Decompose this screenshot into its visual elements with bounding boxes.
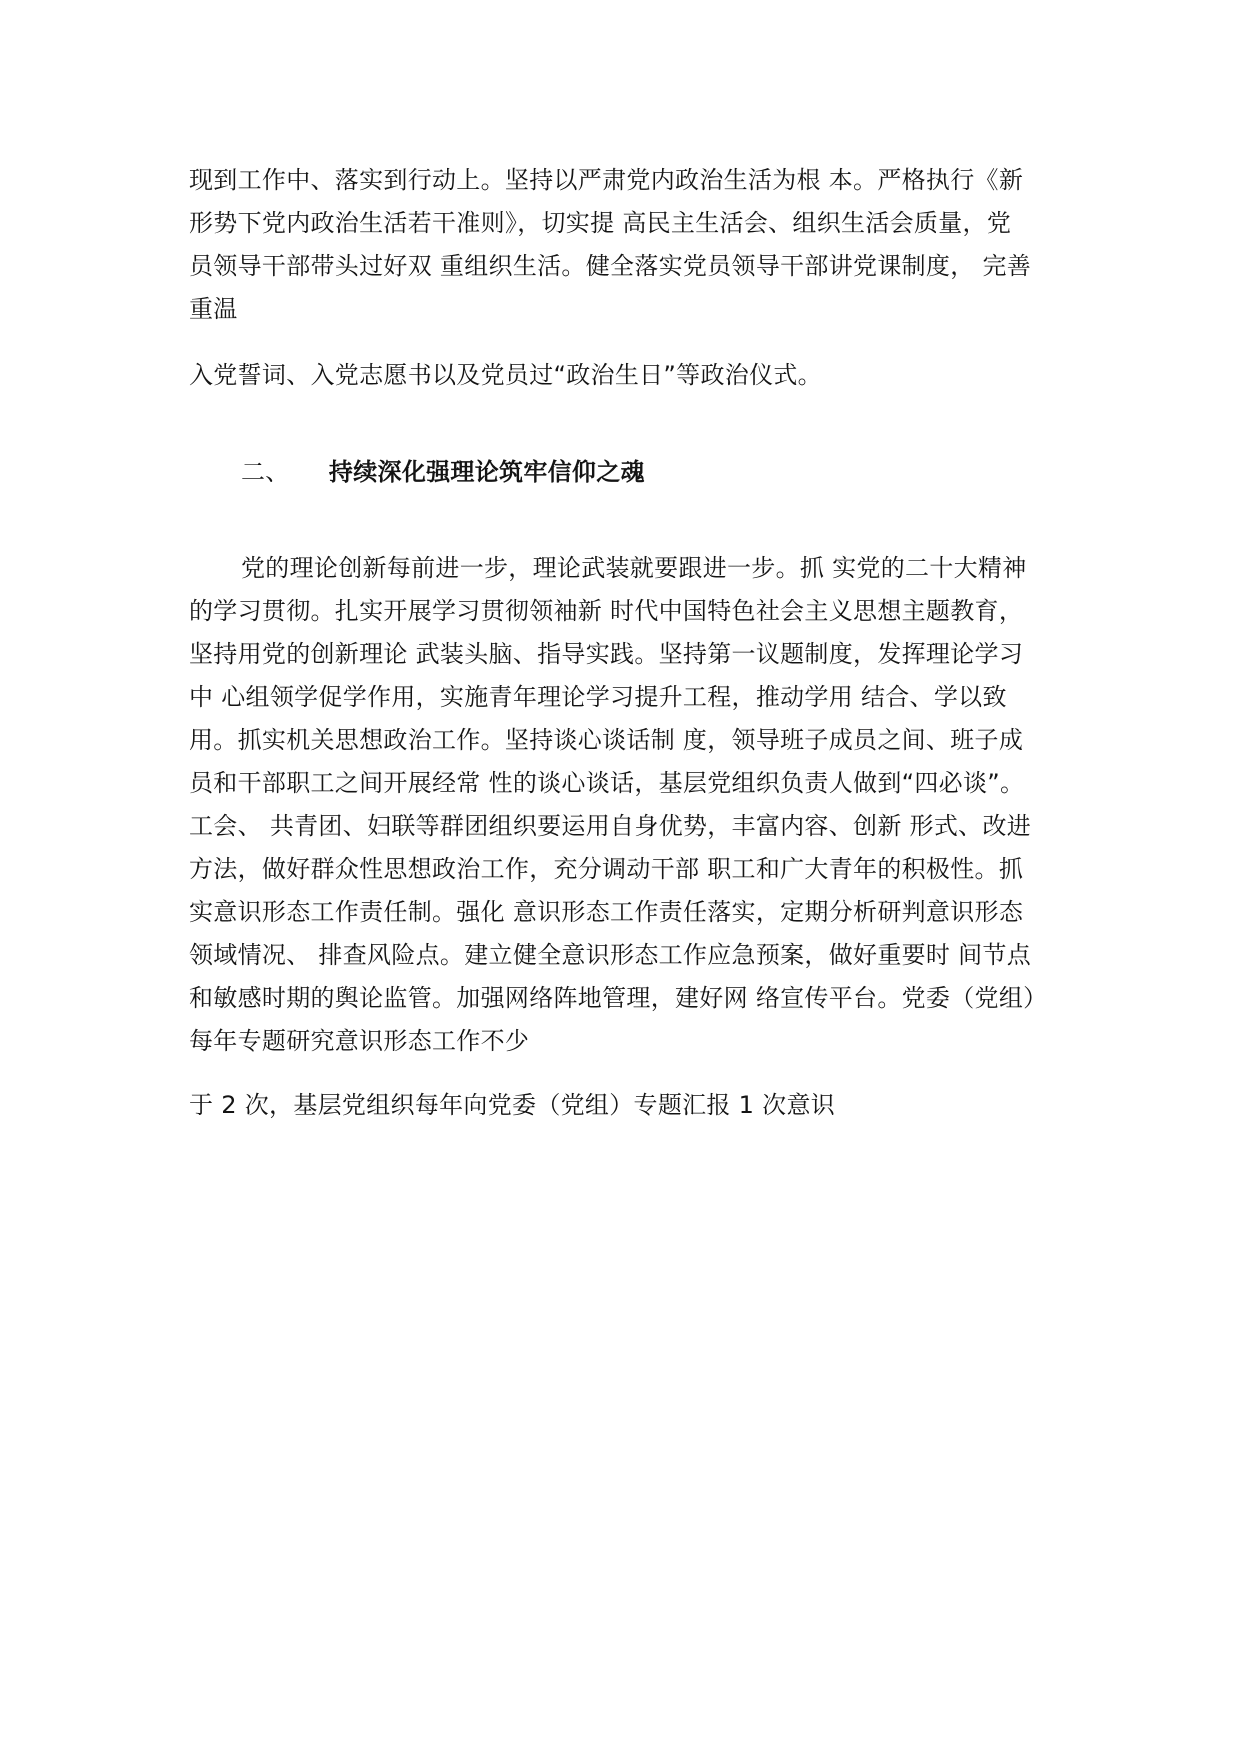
text-line: 的学习贯彻。扎实开展学习贯彻领袖新 时代中国特色社会主义思想主题教育， xyxy=(189,597,1024,625)
section-title: 持续深化强理论筑牢信仰之魂 xyxy=(328,458,645,486)
text-line: 每年专题研究意识形态工作不少 xyxy=(189,1027,530,1055)
text-line: 员和干部职工之间开展经常 性的谈心谈话，基层党组织负责人做到“四必谈”。 xyxy=(189,769,1025,797)
text-line: 形势下党内政治生活若干准则》，切实提 高民主生活会、组织生活会质量，党 xyxy=(189,209,1012,237)
text-line: 入党誓词、入党志愿书以及党员过“政治生日”等政治仪式。 xyxy=(189,361,822,389)
text-line: 坚持用党的创新理论 武装头脑、指导实践。坚持第一议题制度，发挥理论学习 xyxy=(189,640,1024,668)
text-line: 现到工作中、落实到行动上。坚持以严肃党内政治生活为根 本。严格执行《新 xyxy=(189,166,1024,194)
text-line: 于 2 次，基层党组织每年向党委（党组）专题汇报 1 次意识 xyxy=(189,1091,836,1119)
text-line: 方法，做好群众性思想政治工作，充分调动干部 职工和广大青年的积极性。抓 xyxy=(189,855,1024,883)
text-line: 用。抓实机关思想政治工作。坚持谈心谈话制 度，领导班子成员之间、班子成 xyxy=(189,726,1024,754)
section-number: 二、 xyxy=(241,458,290,486)
text-line: 和敏感时期的舆论监管。加强网络阵地管理，建好网 络宣传平台。党委（党组） xyxy=(189,984,1048,1012)
text-line: 实意识形态工作责任制。强化 意识形态工作责任落实，定期分析研判意识形态 xyxy=(189,898,1024,926)
text-line: 党的理论创新每前进一步，理论武装就要跟进一步。抓 实党的二十大精神 xyxy=(241,554,1027,582)
text-line: 领域情况、 排查风险点。建立健全意识形态工作应急预案，做好重要时 间节点 xyxy=(189,941,1032,969)
text-line: 工会、 共青团、妇联等群团组织要运用自身优势，丰富内容、创新 形式、改进 xyxy=(189,812,1032,840)
text-line: 员领导干部带头过好双 重组织生活。健全落实党员领导干部讲党课制度， 完善 xyxy=(189,252,1032,280)
section-heading xyxy=(241,450,645,494)
text-line: 中 心组领学促学作用，实施青年理论学习提升工程，推动学用 结合、学以致 xyxy=(189,683,1007,711)
text-line: 重温 xyxy=(189,295,238,323)
